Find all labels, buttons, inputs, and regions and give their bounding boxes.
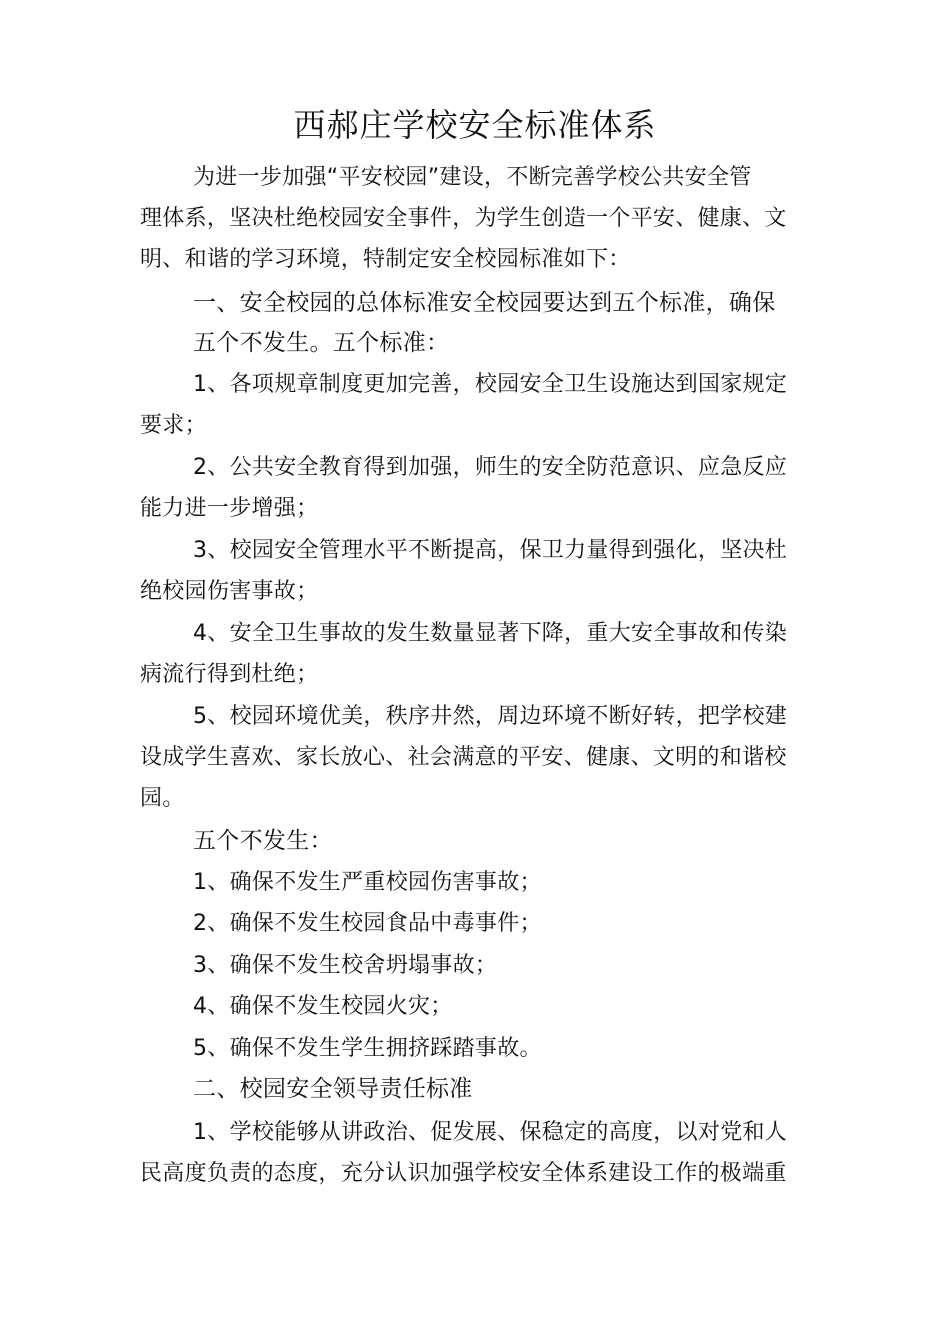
standard-3-line-1: 3、校园安全管理水平不断提高，保卫力量得到强化，坚决杜 [193, 538, 788, 563]
document-title: 西郝庄学校安全标准体系 [293, 106, 657, 144]
standard-1-line-1: 1、各项规章制度更加完善，校园安全卫生设施达到国家规定 [193, 372, 788, 397]
standard-5-line-1: 5、校园环境优美，秩序井然，周边环境不断好转，把学校建 [193, 704, 788, 729]
intro-line-3: 明、和谐的学习环境，特制定安全校园标准如下： [140, 247, 631, 272]
standard-4-line-1: 4、安全卫生事故的发生数量显著下降，重大安全事故和传染 [193, 621, 788, 646]
standard-5-line-2: 设成学生喜欢、家长放心、社会满意的平安、健康、文明的和谐校 [140, 745, 787, 770]
standard-3-line-2: 绝校园伤害事故； [140, 579, 319, 604]
five-not-item-1: 1、确保不发生严重校园伤害事故； [193, 870, 542, 895]
section1-heading-line-1: 一、安全校园的总体标准安全校园要达到五个标准，确保 [193, 290, 776, 316]
five-not-item-5: 5、确保不发生学生拥挤踩踏事故。 [193, 1036, 542, 1061]
section2-item1-line-1: 1、学校能够从讲政治、促发展、保稳定的高度，以对党和人 [193, 1120, 788, 1145]
standard-4-line-2: 病流行得到杜绝； [140, 662, 319, 687]
standard-2-line-1: 2、公共安全教育得到加强，师生的安全防范意识、应急反应 [193, 455, 788, 480]
five-not-item-4: 4、确保不发生校园火灾； [193, 994, 453, 1019]
intro-line-2: 理体系，坚决杜绝校园安全事件，为学生创造一个平安、健康、文 [140, 206, 787, 231]
five-not-label: 五个不发生： [193, 828, 333, 854]
standard-2-line-2: 能力进一步增强； [140, 496, 319, 521]
standard-1-line-2: 要求； [140, 413, 207, 438]
intro-line-1: 为进一步加强“平安校园”建设，不断完善学校公共安全管 [193, 165, 752, 190]
standard-5-line-3: 园。 [140, 786, 185, 811]
section1-heading-line-2: 五个不发生。五个标准： [193, 330, 450, 356]
section2-item1-line-2: 民高度负责的态度，充分认识加强学校安全体系建设工作的极端重 [140, 1161, 787, 1186]
section2-heading: 二、校园安全领导责任标准 [193, 1076, 473, 1102]
five-not-item-2: 2、确保不发生校园食品中毒事件； [193, 911, 542, 936]
five-not-item-3: 3、确保不发生校舍坍塌事故； [193, 953, 498, 978]
